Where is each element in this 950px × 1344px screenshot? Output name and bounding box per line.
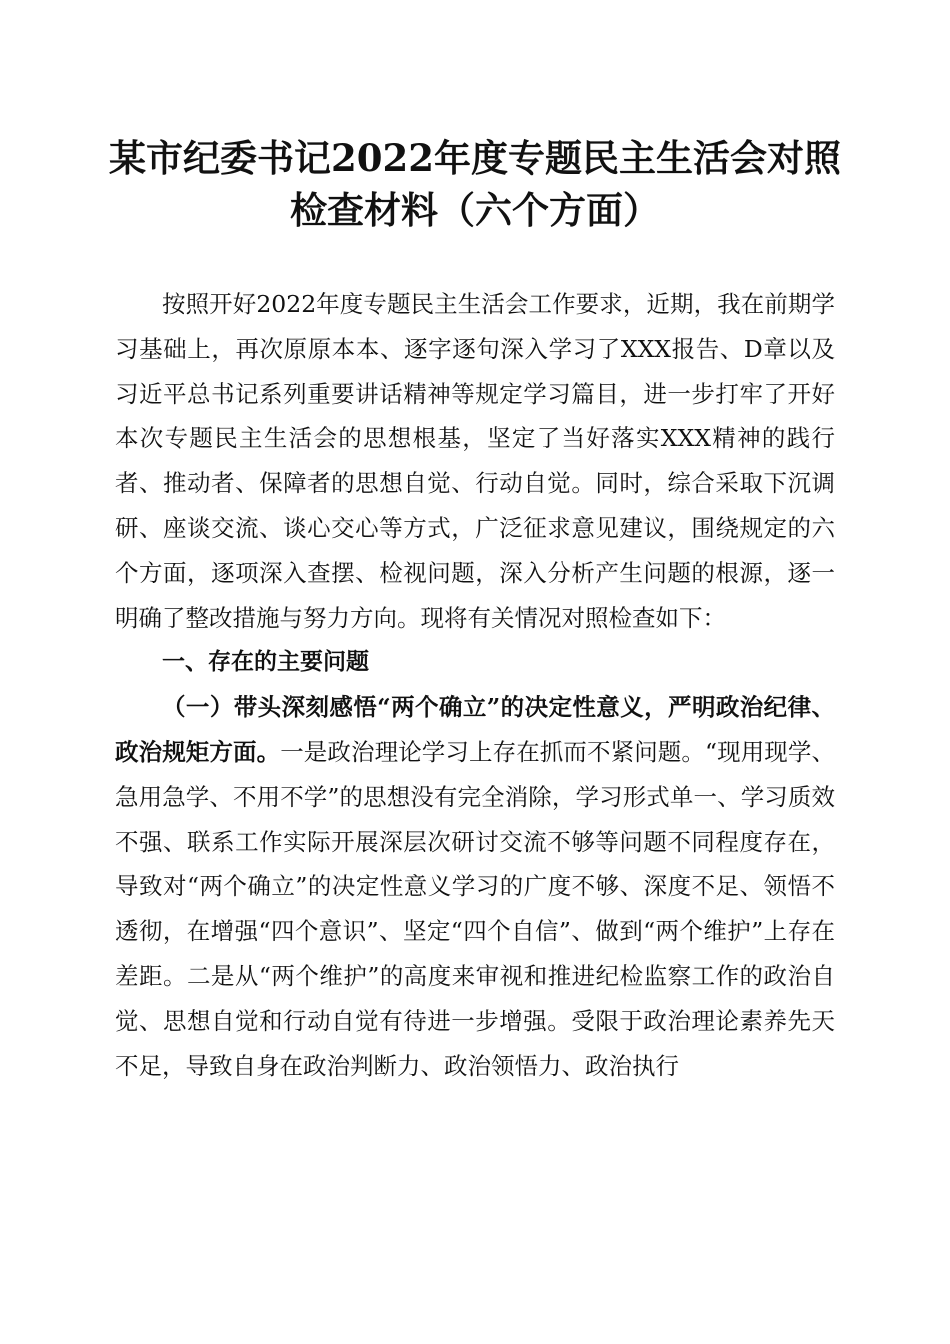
intro-paragraph: 按照开好2022年度专题民主生活会工作要求，近期，我在前期学习基础上，再次原原本本、逐字逐句深入学习了XXX报告、D章以及习近平总书记系列重要讲话精神等规定学习篇目，进一步打牢了开好本次专题民主生活会的思想根基，坚定了当好落实XXX精神的践行者、推动者、保障者的思想自觉、行动自觉。同时，综合采取下沉调研、座谈交流、谈心交心等方式，广泛征求意见建议，围绕规定的六个方面，逐项深入查摆、检视问题，深入分析产生问题的根源，逐一明确了整改措施与努力方向。现将有关情况对照检查如下： xyxy=(115,290,835,632)
document-title xyxy=(100,132,850,236)
title-line-1: 某市纪委书记2022年度专题民主生活会对照 xyxy=(109,136,841,180)
subsection-lead: （一）带头深刻感悟“两个确立”的决定性意义，严明政治纪律、政治规矩方面。 xyxy=(115,693,835,766)
subsection-paragraph xyxy=(115,685,835,1088)
section-heading: 一、存在的主要问题 xyxy=(162,649,369,676)
title-line-2: 检查材料（六个方面） xyxy=(290,188,660,232)
document-body xyxy=(115,282,835,1088)
subsection-body: 一是政治理论学习上存在抓而不紧问题。“现用现学、急用急学、不用不学”的思想没有完全消除，学习形式单一、学习质效不强、联系工作实际开展深层次研讨交流不够等问题不同程度存在，导致对“两个确立”的决定性意义学习的广度不够、深度不足、领悟不透彻，在增强“四个意识”、坚定“四个自信”、做到“两个维护”上存在差距。二是从“两个维护”的高度来审视和推进纪检监察工作的政治自觉、思想自觉和行动自觉有待进一步增强。受限于政治理论素养先天不足，导致自身在政治判断力、政治领悟力、政治执行 xyxy=(115,737,836,1080)
